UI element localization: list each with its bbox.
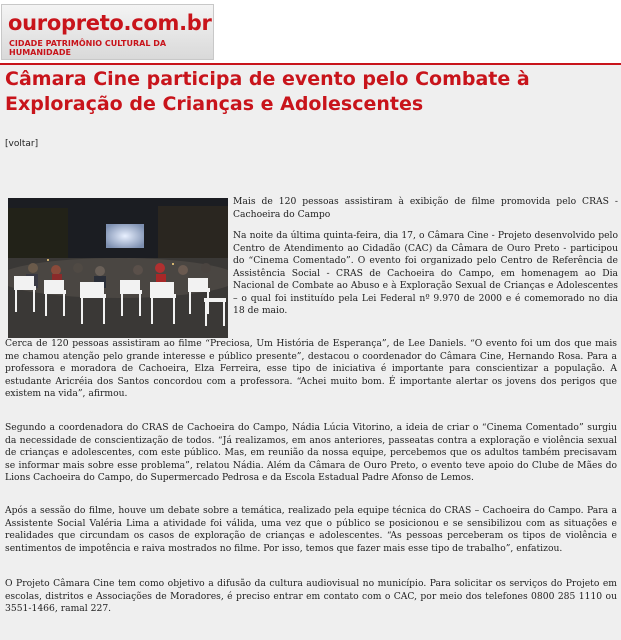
logo-tagline: CIDADE PATRIMÔNIO CULTURAL DA HUMANIDADE — [9, 39, 167, 57]
article-title: Câmara Cine participa de evento pelo Combate à Exploração de Crianças e Adolescentes — [5, 68, 530, 115]
article-paragraph: Segundo a coordenadora do CRAS de Cachoeira do Campo, Nádia Lúcia Vitorino, a ideia de criar o “Cinema Comentado” surgiu da necessidade de conscientização de todos. “Já realizamos, em anos anteriores, passeatas contra a exploração e violência sexual de crianças e adolescentes, com este público. Mas, em reunião da nossa equipe, percebemos que os adultos também precisavam se informar mais sobre esse problema”, relatou Nádia. Além da Câmara de Ouro Preto, o evento teve apoio do Clube de Mães do Lions Cachoeira do Campo, do Supermercado Pedrosa e da Escola Estadual Padre Afonso de Lemos. — [5, 422, 617, 483]
back-link-wrapper — [5, 139, 38, 149]
back-link[interactable]: [voltar] — [5, 139, 39, 149]
logo-title: ouropreto.com.br — [8, 11, 212, 35]
article-paragraph: Na noite da última quinta-feira, dia 17, o Câmara Cine - Projeto desenvolvido pelo Centro de Atendimento ao Cidadão (CAC) da Câmara de Ouro Preto - participou do “Cinema Comentado”. O evento foi organizado pelo Centro de Referência de Assistência Social - CRAS de Cachoeira do Campo, em homenagem ao Dia Nacional de Combate ao Abuso e à Exploração Sexual de Crianças e Adolescentes – o qual foi instituído pela Lei Federal nº 9.970 de 2000 e é comemorado no dia 18 de maio. — [233, 230, 618, 316]
article-container — [0, 65, 621, 640]
article-paragraph: O Projeto Câmara Cine tem como objetivo a difusão da cultura audiovisual no município. Para solicitar os serviços do Projeto em escolas, distritos e Associações de Moradores, é preciso entrar em contato com o CAC, por meio dos telefones 0800 285 1110 ou 3551-1466, ramal 227. — [5, 578, 617, 614]
site-header — [0, 0, 621, 64]
article-photo — [8, 198, 228, 338]
article-paragraph: Após a sessão do filme, houve um debate sobre a temática, realizado pela equipe técnica do CRAS – Cachoeira do Campo. Para a Assistente Social Valéria Lima a atividade foi válida, uma vez que o público se posicionou e se sensibilizou com as situações e realidades que circundam os casos de exploração de crianças e adolescentes. “As pessoas perceberam os tipos de violência e sentimentos de impotência e raiva mostrados no filme. Por isso, temos que fazer mais esse tipo de trabalho”, enfatizou. — [5, 505, 617, 554]
article-paragraph: Cerca de 120 pessoas assistiram ao filme “Preciosa, Um História de Esperança”, de Lee Daniels. “O evento foi um dos que mais me chamou atenção pelo grande interesse e público presente”, destacou o coordenador do Câmara Cine, Hernando Rosa. Para a professora e moradora de Cachoeira, Elza Ferreira, esse tipo de iniciativa é importante para conscientizar a população. A estudante Aricréia dos Santos concordou com a professora. “Achei muito bom. É importante alertar os jovens dos perigos que existem na vida”, afirmou. — [5, 338, 617, 399]
site-logo[interactable] — [1, 4, 214, 60]
article-lead: Mais de 120 pessoas assistiram à exibição de filme promovida pelo CRAS - Cachoeira do Campo — [233, 196, 618, 220]
